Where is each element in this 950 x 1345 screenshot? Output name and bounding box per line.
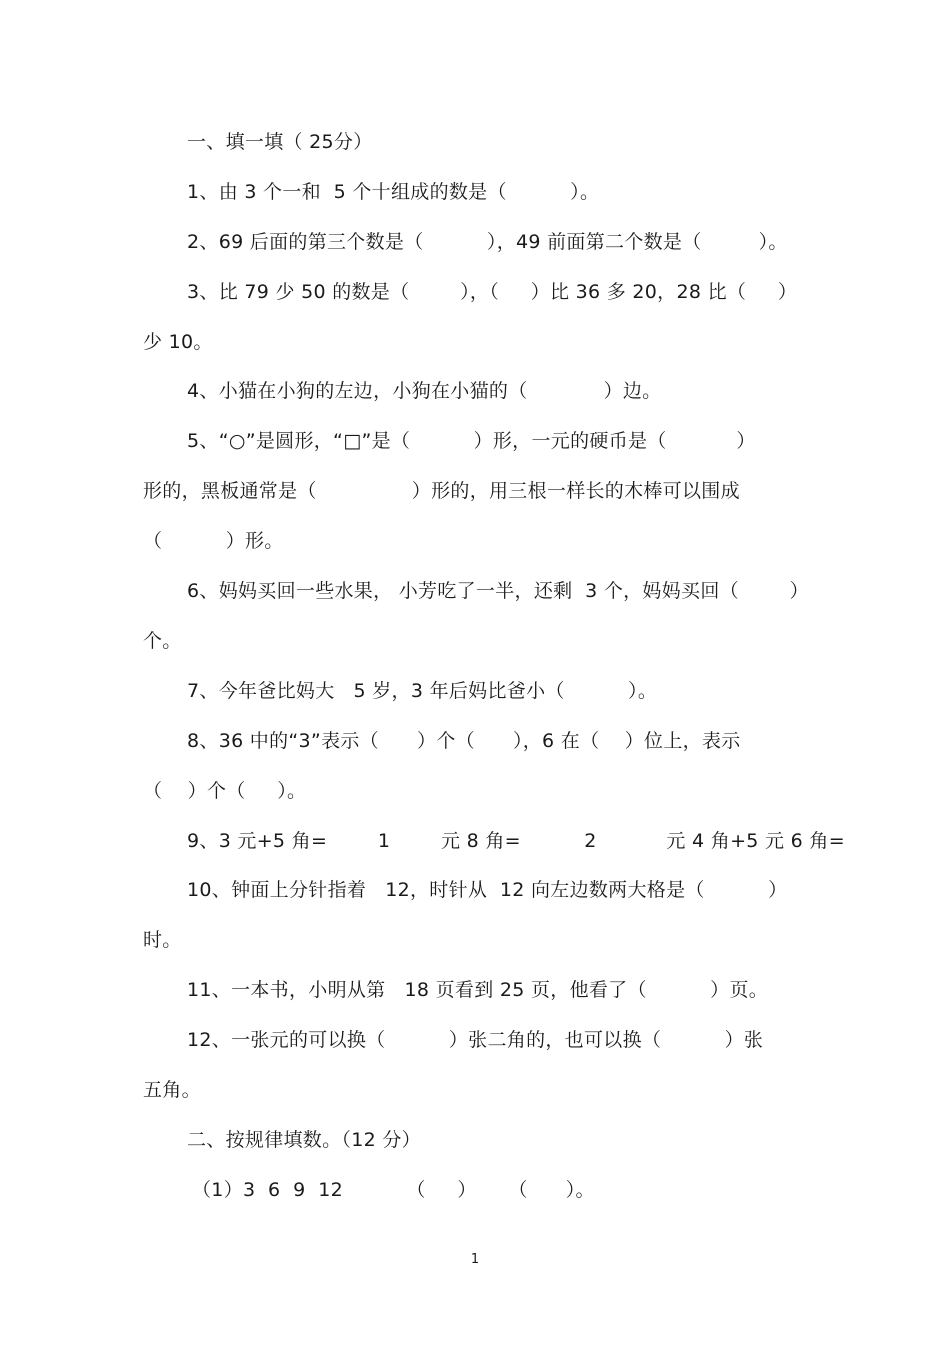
question-11: 11、一本书，小明从第 18 页看到 25 页，他看了（ ）页。 [187, 979, 769, 1001]
question-3-line2: 少 10。 [143, 331, 213, 353]
question-5-line2: 形的，黑板通常是（ ）形的，用三根一样长的木棒可以围成 [143, 480, 740, 502]
question-12-line2: 五角。 [143, 1079, 201, 1101]
question-5-line1: 5、“○”是圆形，“□”是（ ）形，一元的硬币是（ ） [187, 430, 756, 452]
question-7: 7、今年爸比妈大 5 岁，3 年后妈比爸小（ ）。 [187, 680, 658, 702]
question-9: 9、3 元+5 角= 1 元 8 角= 2 元 4 角+5 元 6 角= [187, 830, 845, 852]
section2-heading: 二、按规律填数。（12 分） [187, 1129, 421, 1151]
question-5-line3: （ ）形。 [143, 530, 284, 552]
question-10-line1: 10、钟面上分针指着 12，时针从 12 向左边数两大格是（ ） [187, 879, 788, 901]
question-8-line1: 8、36 中的“3”表示（ ）个（ ），6 在（ ）位上，表示 [187, 730, 741, 752]
question-4: 4、小猫在小狗的左边，小狗在小猫的（ ）边。 [187, 380, 662, 402]
question-8-line2: （ ）个（ ）。 [143, 780, 307, 802]
question-6-line2: 个。 [143, 630, 182, 652]
section1-heading: 一、填一填（ 25分） [187, 131, 373, 153]
question-3-line1: 3、比 79 少 50 的数是（ ），（ ）比 36 多 20，28 比（ ） [187, 281, 798, 303]
pattern-1: （1）3 6 9 12 （ ） （ ）。 [192, 1179, 595, 1201]
page-number: 1 [470, 1252, 480, 1267]
question-1: 1、由 3 个一和 5 个十组成的数是（ ）。 [187, 181, 600, 203]
question-2: 2、69 后面的第三个数是（ ），49 前面第二个数是（ ）。 [187, 231, 788, 253]
question-12-line1: 12、一张元的可以换（ ）张二角的，也可以换（ ）张 [187, 1029, 764, 1051]
question-10-line2: 时。 [143, 929, 182, 951]
question-6-line1: 6、妈妈买回一些水果， 小芳吃了一半，还剩 3 个，妈妈买回（ ） [187, 580, 809, 602]
